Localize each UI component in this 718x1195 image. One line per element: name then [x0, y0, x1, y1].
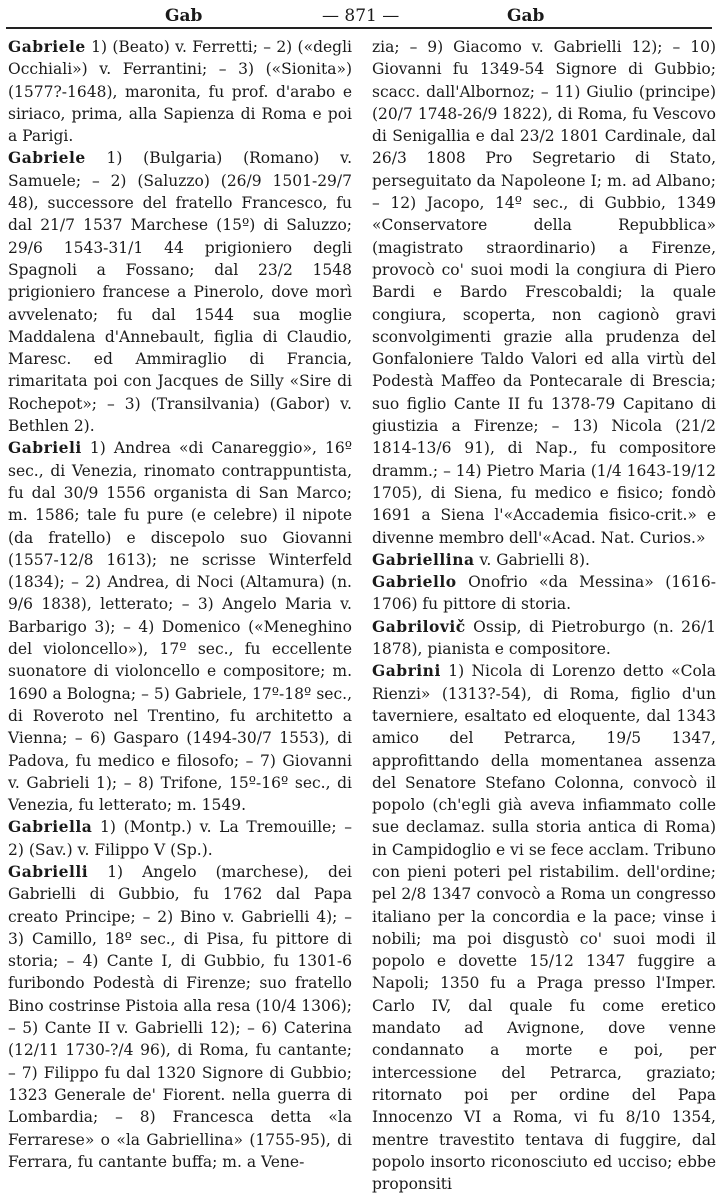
header-left-keyword: Gab [165, 6, 203, 26]
entry-headword: Gabrielli [8, 861, 89, 881]
entry-headword: Gabriello [372, 572, 457, 592]
entry [372, 571, 716, 616]
entry-text: 1) Nicola di Lorenzo detto «Cola Rienzi» (1313?-54), di Roma, figlio d'un taverniere, esaltato ed eloquente, dal 1343 amico del Petrarca, 19/5 1347, approfittando della momentanea assenza del Senatore Stefano Colonna, convocò il popolo (ch'egli già aveva infiammato colle sue declamaz. sulla storia antica di Roma) in Campidoglio e vi se fece acclam. Tribuno con pieni poteri pel ristabilim. dell'ordine; pel 2/8 1347 convocò a Roma un congresso italiano per la concordia e la pace; vinse i nobili; ma poi disgustò co' suoi modi il popolo e dovette 15/12 1347 fuggire a Napoli; 1350 fu a Praga presso l'Imper. Carlo IV, dal quale fu come eretico mandato ad Avignone, dove venne condannato a morte e poi, per intercessione del Petrarca, graziato; ritornato poi per ordine del Papa Innocenzo VI a Roma, vi fu 8/10 1354, mentre travestito tentava di fuggire, dal popolo insorto riconosciuto ed ucciso; ebbe proponsiti [372, 662, 716, 1194]
running-header [0, 0, 718, 34]
entry-text: 1) Andrea «di Canareggio», 16º sec., di Venezia, rinomato contrappuntista, fu dal 30/9 1556 organista di San Marco; m. 1586; tale fu pure (e celebre) il nipote (da fratello) e discepolo suo Giovanni (1557-12/8 1613); ne scrisse Winterfeld (1834); – 2) Andrea, di Noci (Altamura) (n. 9/6 1838), letterato; – 3) Angelo Maria v. Barbarigo 3); – 4) Domenico («Meneghino del violoncello»), 17º sec., fu eccellente suonatore di violoncello e compositore; m. 1690 a Bologna; – 5) Gabriele, 17º-18º sec., di Roveroto nel Trentino, fu architetto a Vienna; – 6) Gasparo (1494-30/7 1553), di Padova, fu medico e filosofo; – 7) Giovanni v. Gabrieli 1); – 8) Trifone, 15º-16º sec., di Venezia, fu letterato; m. 1549. [8, 439, 352, 815]
entry-headword: Gabrieli [8, 438, 82, 458]
entry-text: 1) (Bulgaria) (Romano) v. Samuele; – 2) (Saluzzo) (26/9 1501-29/7 48), successore del fratello Francesco, fu dal 21/7 1537 Marchese (15º) di Saluzzo; 29/6 1543-31/1 44 prigioniero degli Spagnoli a Fossano; dal 23/2 1548 prigioniero francese a Pinerolo, dove morì avvelenato; fu dal 1544 sua moglie Maddalena d'Annebault, figlia di Claudio, Maresc. ed Ammiraglio di Francia, rimaritata poi con Jacques de Silly «Sire di Rochepot»; – 3) (Transilvania) (Gabor) v. Bethlen 2). [8, 149, 352, 436]
page-number: — 871 — [322, 6, 400, 26]
left-column [8, 36, 352, 1173]
entry [8, 36, 352, 147]
entry [372, 660, 716, 1195]
entry-headword: Gabrilovič [372, 616, 466, 636]
entry-text: 1) (Beato) v. Ferretti; – 2) («degli Occhiali») v. Ferrantini; – 3) («Sionita») (1577?-1648), maronita, fu prof. d'arabo e siriaco, prima, alla Sapienza di Roma e poi a Parigi. [8, 38, 352, 146]
entry [8, 861, 352, 1173]
entry-headword: Gabriele [8, 148, 86, 168]
entry-text: v. Gabrielli 8). [474, 550, 590, 569]
entry-headword: Gabriellina [372, 549, 475, 569]
entry-text: 1) (Montp.) v. La Tremouille; – 2) (Sav.) v. Filippo V (Sp.). [8, 818, 352, 859]
header-right-keyword: Gab [507, 6, 545, 26]
right-column [372, 36, 716, 1195]
entry [372, 616, 716, 661]
entry [8, 816, 352, 861]
entry [372, 549, 716, 571]
entry-headword: Gabriele [8, 37, 86, 56]
entry-text: Ossip, di Pietroburgo (n. 26/1 1878), pianista e compositore. [372, 617, 716, 659]
entry-text: 1) Angelo (marchese), dei Gabrielli di Gubbio, fu 1762 dal Papa creato Principe; – 2) Bino v. Gabrielli 4); – 3) Camillo, 18º sec., di Pisa, fu pittore di storia; – 4) Cante I, di Gubbio, fu 1301-6 furibondo Podestà di Firenze; suo fratello Bino costrinse Pistoia alla resa (10/4 1306); – 5) Cante II v. Gabrielli 12); – 6) Caterina (12/11 1730-?/4 96), di Roma, fu cantante; – 7) Filippo fu dal 1320 Signore di Gubbio; 1323 Generale de' Fiorent. nella guerra di Lombardia; – 8) Francesca detta «la Ferrarese» o «la Gabriellina» (1755-95), di Ferrara, fu cantante buffa; m. a Vene- [8, 862, 352, 1171]
header-rule [6, 27, 712, 29]
entry-text: zia; – 9) Giacomo v. Gabrielli 12); – 10) Giovanni fu 1349-54 Signore di Gubbio; scacc. dall'Albornoz; – 11) Giulio (principe) (20/7 1748-26/9 1822), di Roma, fu Vescovo di Senigallia e dal 23/2 1801 Cardinale, dal 26/3 1808 Pro Segretario di Stato, perseguitato da Napoleone I; m. ad Albano; – 12) Jacopo, 14º sec., di Gubbio, 1349 «Conservatore della Repubblica» (magistrato straordinario) a Firenze, provocò co' suoi modi la congiura di Piero Bardi e Bardo Frescobaldi; la quale congiura, scoperta, non cagionò gravi sconvolgimenti grazie alla prudenza del Gonfaloniere Taldo Valori ed alla virtù del Podestà Maffeo da Pontecarale di Brescia; suo figlio Cante II fu 1378-79 Capitano di giustizia a Firenze; – 13) Nicola (21/2 1814-13/6 91), di Nap., fu compositore dramm.; – 14) Pietro Maria (1/4 1643-19/12 1705), di Siena, fu medico e fisico; fondò 1691 a Siena l'«Accademia fisico-crit.» e divenne membro dell'«Acad. Nat. Curios.» [372, 38, 716, 547]
entry-text: Onofrio «da Messina» (1616-1706) fu pittore di storia. [372, 573, 716, 614]
entry [8, 147, 352, 437]
entry-headword: Gabrini [372, 661, 441, 681]
entry-continuation [372, 36, 716, 549]
entry-headword: Gabriella [8, 817, 93, 837]
entry [8, 437, 352, 816]
